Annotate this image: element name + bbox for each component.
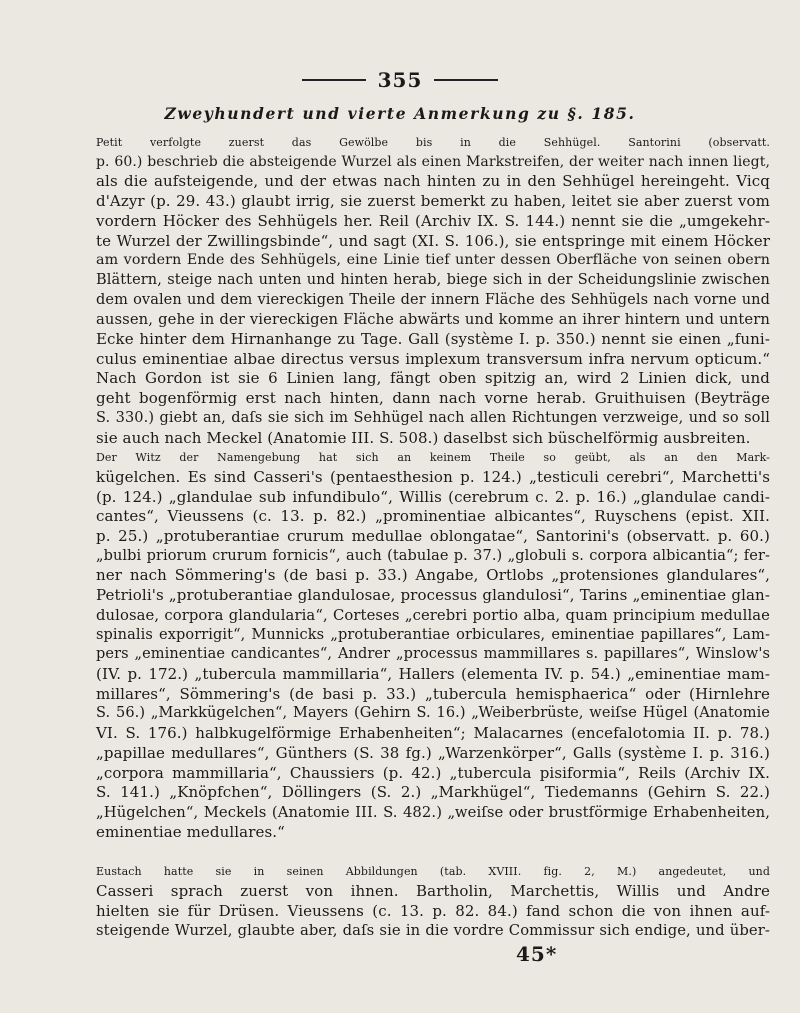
text-line: S. 330.) giebt an, daſs sie sich im Sehhügel nach allen Richtungen verzweige, und so soll — [96, 409, 770, 426]
text-line: aussen, gehe in der viereckigen Fläche abwärts und komme an ihrer hintern und untern — [96, 311, 770, 329]
text-line: dulosae, corpora glandularia“, Corteses „cerebri portio alba, quam principium medullae — [96, 606, 770, 624]
text-line: S. 56.) „Markkügelchen“, Mayers (Gehirn S. 16.) „Weiberbrüste, weiſse Hügel (Anatomie — [96, 705, 770, 722]
text-line: Ecke hinter dem Hirnanhange zu Tage. Gall (système I. p. 350.) nennt sie einen „funi- — [96, 330, 770, 349]
text-line: eminentiae medullares.“ — [96, 822, 285, 841]
text-line: Der Witz der Namengebung hat sich an keinem Theile so geübt, als an den Mark- — [96, 451, 770, 465]
text-line: am vordern Ende des Sehhügels, eine Linie tief unter dessen Oberfläche von seinen obern — [96, 252, 770, 269]
section-heading: Zweyhundert und vierte Anmerkung zu §. 185. — [164, 104, 636, 123]
text-line: Casseri sprach zuerst von ihnen. Bartholin, Marchettis, Willis und Andre — [96, 882, 770, 901]
text-line: Petrioli's „protuberantiae glandulosae, processus glandulosi“, Tarins „eminentiae glan- — [96, 586, 770, 605]
text-line: hielten sie für Drüsen. Vieussens (c. 13. p. 82. 84.) fand schon die von ihnen auf- — [96, 901, 770, 920]
text-line: pers „eminentiae candicantes“, Andrer „processus mammillares s. papillares“, Winslow's — [96, 646, 770, 663]
signature-mark: 45* — [516, 942, 558, 966]
text-line: als die aufsteigende, und der etwas nach hinten zu in den Sehhügel hereingeht. Vicq — [96, 172, 770, 191]
text-line: Nach Gordon ist sie 6 Linien lang, fängt oben spitzig an, wird 2 Linien dick, und — [96, 369, 770, 388]
text-line: ner nach Sömmering's (de basi p. 33.) Angabe, Ortlobs „protensiones glandulares“, — [96, 566, 770, 585]
text-line: cantes“, Vieussens (c. 13. p. 82.) „prominentiae albicantes“, Ruyschens (epist. XII. — [96, 507, 770, 526]
text-line: „bulbi priorum crurum fornicis“, auch (tabulae p. 37.) „globuli s. corpora albicantia“; fer- — [96, 547, 770, 564]
text-line: (p. 124.) „glandulae sub infundibulo“, Willis (cerebrum c. 2. p. 16.) „glandulae candi- — [96, 487, 770, 506]
text-line: d'Azyr (p. 29. 43.) glaubt irrig, sie zuerst bemerkt zu haben, leitet sie aber zuerst vom — [96, 192, 770, 211]
text-line: „corpora mammillaria“, Chaussiers (p. 42.) „tubercula pisiformia“, Reils (Archiv IX. — [96, 763, 770, 782]
text-line: Petit verfolgte zuerst das Gewölbe bis in die Sehhügel. Santorini (observatt. — [96, 136, 770, 149]
body-text — [72, 133, 770, 941]
text-line: (IV. p. 172.) „tubercula mammillaria“, Hallers (elementa IV. p. 54.) „eminentiae mam- — [96, 664, 770, 683]
text-line: S. 141.) „Knöpfchen“, Döllingers (S. 2.) „Markhügel“, Tiedemanns (Gehirn S. 22.) — [96, 783, 770, 802]
text-line: spinalis exporrigit“, Munnicks „protuberantiae orbiculares, eminentiae papillares“, Lam- — [96, 626, 770, 643]
text-line: Eustach hatte sie in seinen Abbildungen (tab. XVIII. fig. 2, M.) angedeutet, und — [96, 865, 770, 879]
text-line: sie auch nach Meckel (Anatomie III. S. 508.) daselbst sich büschelförmig ausbreiten. — [96, 428, 751, 447]
text-line: Blättern, steige nach unten und hinten herab, biege sich in der Scheidungslinie zwischen — [96, 271, 770, 288]
text-line: VI. S. 176.) halbkugelförmige Erhabenheiten“; Malacarnes (encefalotomia II. p. 78.) — [96, 724, 770, 743]
page-number: 355 — [377, 68, 423, 92]
text-line: culus eminentiae albae directus versus implexum transversum infra nervum opticum.“ — [96, 349, 770, 368]
text-line: dem ovalen und dem viereckigen Theile der innern Fläche des Sehhügels nach vorne und — [96, 291, 770, 308]
text-line: geht bogenförmig erst nach hinten, dann nach vorne herab. Gruithuisen (Beyträge — [96, 389, 770, 408]
text-line: p. 25.) „protuberantiae crurum medullae oblongatae“, Santorini's (observatt. p. 60.) — [96, 527, 770, 546]
text-line: kügelchen. Es sind Casseri's (pentaesthesion p. 124.) „testiculi cerebri“, Marchetti's — [96, 467, 770, 486]
text-line: p. 60.) beschrieb die absteigende Wurzel als einen Markstreifen, der weiter nach innen liegt, — [96, 153, 770, 170]
text-line: te Wurzel der Zwillingsbinde“, und sagt (XI. S. 106.), sie entspringe mit einem Höcker — [96, 231, 770, 250]
paragraph-3 — [72, 862, 770, 941]
text-line: millares“, Sömmering's (de basi p. 33.) „tubercula hemisphaerica“ oder (Hirnlehre — [96, 684, 770, 703]
text-line: „papillae medullares“, Günthers (S. 38 fg.) „Warzenkörper“, Galls (système I. p. 316.) — [96, 743, 770, 762]
header-rule-right — [434, 79, 498, 81]
paragraph-2 — [72, 448, 770, 842]
text-line: „Hügelchen“, Meckels (Anatomie III. S. 482.) „weiſse oder brustförmige Erhabenheiten, — [96, 803, 770, 821]
page-header — [0, 68, 800, 92]
paragraph-1 — [72, 133, 770, 448]
text-line: steigende Wurzel, glaubte aber, daſs sie in die vordre Commissur sich endige, und über- — [96, 922, 770, 940]
text-line: vordern Höcker des Sehhügels her. Reil (Archiv IX. S. 144.) nennt sie die „umgekehr- — [96, 211, 770, 230]
header-rule-left — [302, 79, 366, 81]
